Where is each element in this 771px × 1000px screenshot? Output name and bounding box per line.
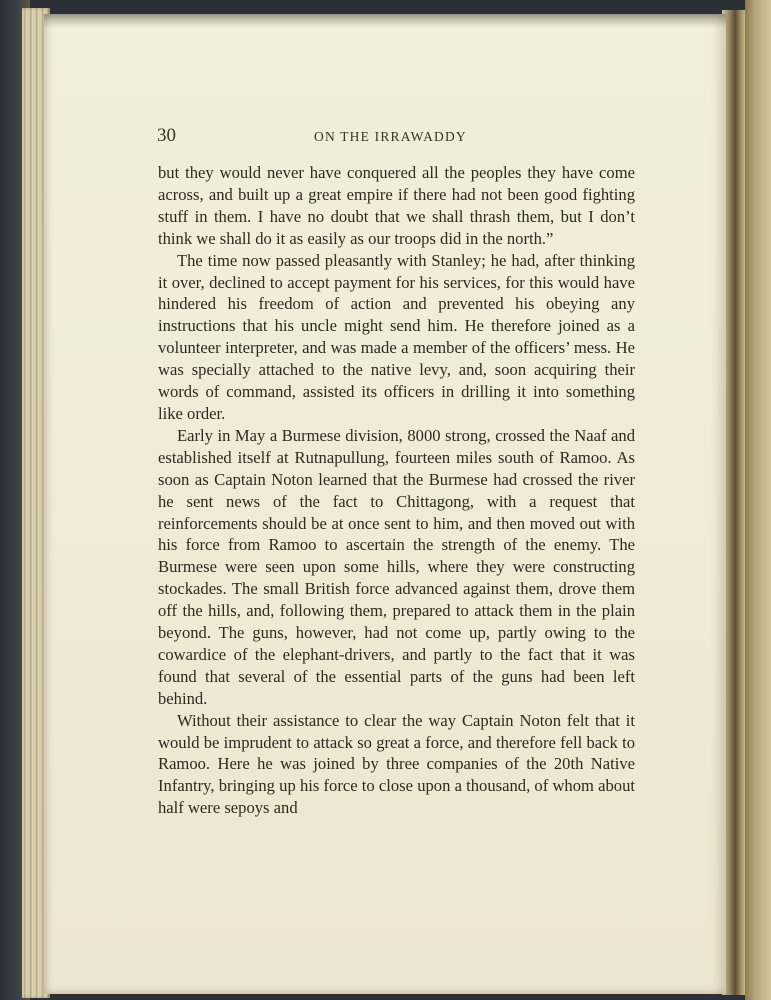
page-top-shadow xyxy=(44,14,726,28)
book-page xyxy=(44,14,726,994)
running-title: ON THE IRRAWADDY xyxy=(314,129,467,144)
facing-page-edge xyxy=(745,0,771,1000)
paragraph: The time now passed pleasantly with Stanley; he had, after thinking it over, declined to accept payment for his services, for this would have hindered his freedom of action and prevented his obeying any instructions that his uncle might send him. He therefore joined as a volunteer interpreter, and was made a member of the officers’ mess. He was specially attached to the native levy, and, soon acquiring their words of command, assisted its officers in drilling it into something like order. xyxy=(158,250,635,423)
paragraph: but they would never have conquered all the peoples they have come across, and built up a great empire if there had not been good fighting stuff in them. I have no doubt that we shall thrash them, but I don’t think we shall do it as easily as our troops did in the north.” xyxy=(158,163,635,248)
paragraph: Without their assistance to clear the way Captain Noton felt that it would be imprudent to attack so great a force, and therefore fell back to Ramoo. Here he was joined by three companies of the 20th Native Infantry, bringing up his force to close upon a thousand, of whom about half were sepoys and xyxy=(158,710,635,818)
body-text xyxy=(158,162,635,819)
paragraph: Early in May a Burmese division, 8000 strong, crossed the Naaf and established itself at Rutnapullung, fourteen miles south of Ramoo. As soon as Captain Noton learned that the Burmese had crossed the river he sent news of the fact to Chittagong, with a request that reinforcements should be at once sent to him, and then moved out with his force from Ramoo to ascertain the strength of the enemy. The Burmese were seen upon some hills, where they were constructing stockades. The small British force advanced against them, drove them off the hills, and, following them, prepared to attack them in the plain beyond. The guns, however, had not come up, partly owing to the cowardice of the elephant-drivers, and partly to the fact that it was found that several of the essential parts of the guns had been left behind. xyxy=(158,425,635,708)
page-number: 30 xyxy=(157,125,176,146)
